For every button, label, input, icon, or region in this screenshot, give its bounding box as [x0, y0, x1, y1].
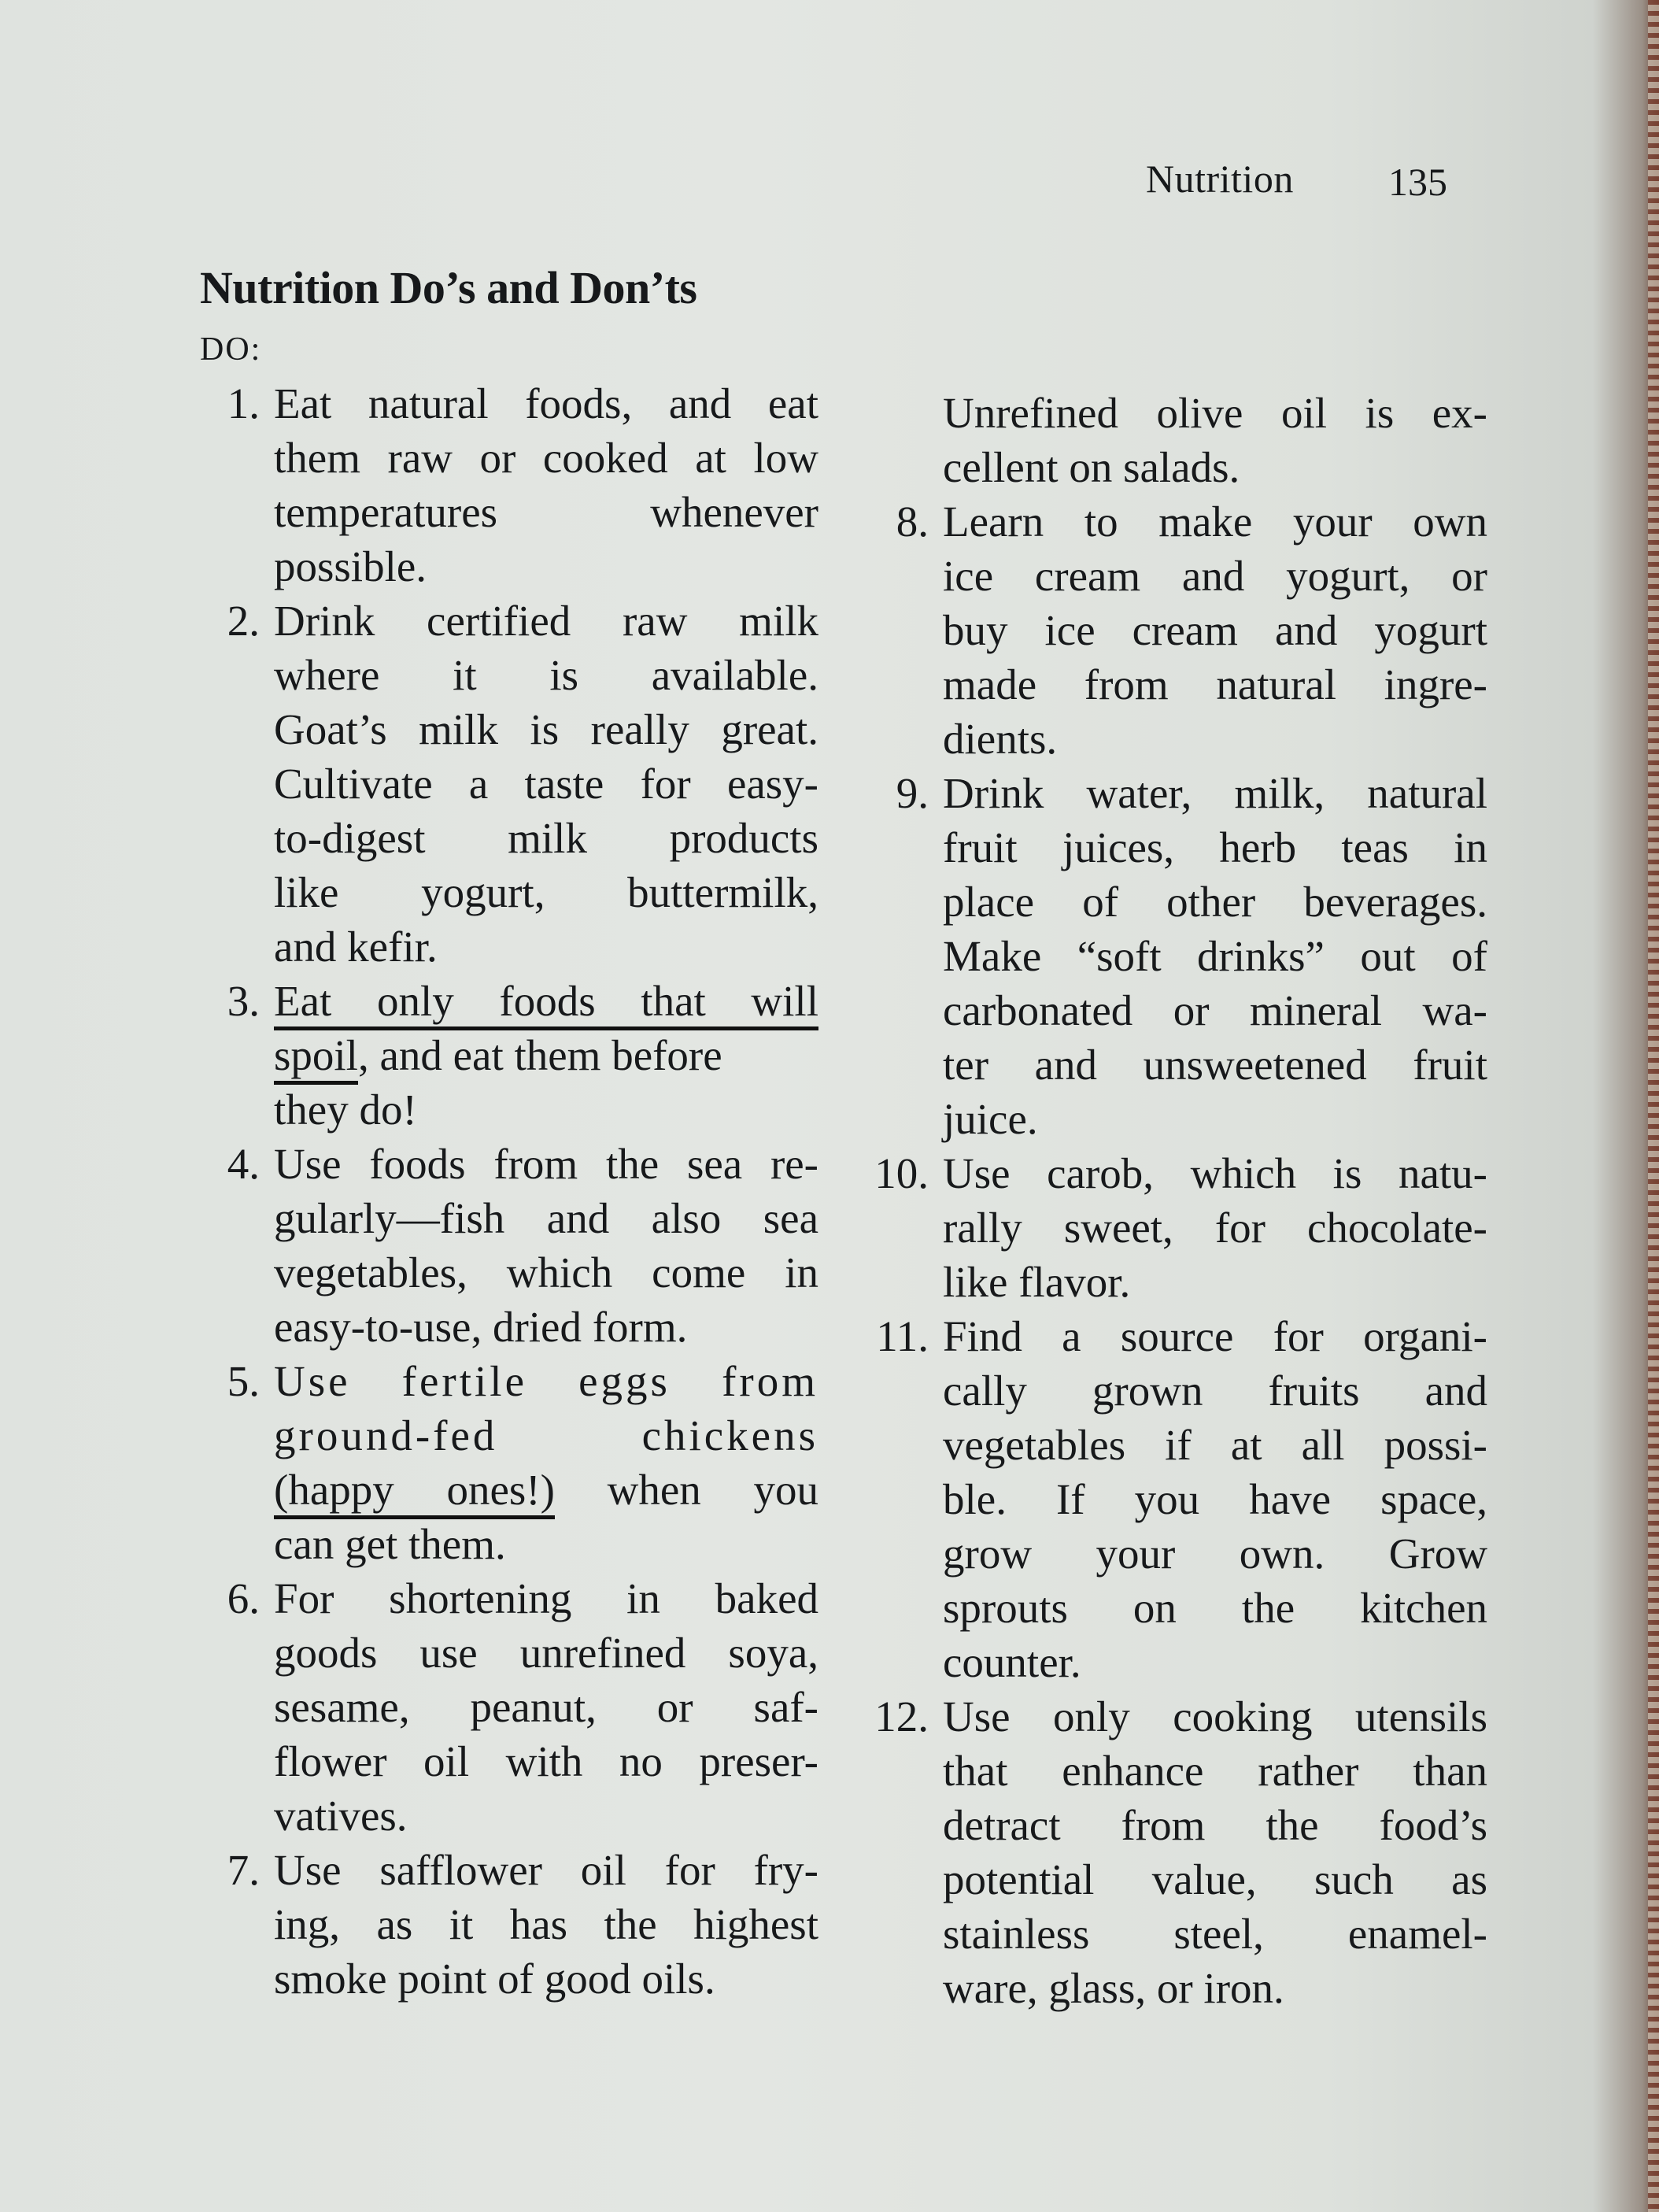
item-line: Use foods from the sea re- [274, 1140, 818, 1188]
item-line: carbonated or mineral wa- [943, 986, 1487, 1034]
item-line: like yogurt, buttermilk, [274, 868, 818, 916]
item-line: cally grown fruits and [943, 1367, 1487, 1415]
item-line: can get them. [274, 1520, 506, 1568]
item-line: Use only cooking utensils [943, 1692, 1487, 1740]
item-line: detract from the food’s [943, 1801, 1487, 1849]
left-column [189, 376, 818, 2006]
item-line: Drink certified raw milk [274, 597, 818, 645]
item-line: like flavor. [943, 1258, 1131, 1306]
item-number: 6. [227, 1574, 260, 1622]
item-line: easy-to-use, dried form. [274, 1303, 688, 1351]
list-item-2 [189, 594, 818, 974]
item-line: ble. If you have space, [943, 1475, 1487, 1523]
item-line: Goat’s milk is really great. [274, 705, 818, 753]
item-line: Drink water, milk, natural [943, 769, 1487, 817]
item-line: ing, as it has the highest [274, 1900, 818, 1948]
do-label: DO: [200, 331, 262, 368]
item-line-text: when you [554, 1466, 818, 1514]
item-number: 7. [227, 1846, 260, 1894]
item-line: Learn to make your own [943, 498, 1487, 546]
item-line: vegetables, which come in [274, 1248, 818, 1296]
right-column [858, 386, 1487, 2015]
item-line: potential value, such as [943, 1855, 1487, 1903]
item-line: stainless steel, enamel- [943, 1910, 1487, 1958]
list-item-12 [858, 1689, 1487, 2015]
list-item-6 [189, 1571, 818, 1843]
list-item-5 [189, 1354, 818, 1571]
handwritten-underline: Eat only foods that will [274, 977, 818, 1030]
page-edge [1648, 0, 1659, 2212]
item-line: rally sweet, for chocolate- [943, 1204, 1487, 1252]
item-line: where it is available. [274, 651, 818, 699]
item-line: Cultivate a taste for easy- [274, 760, 818, 808]
item-line: them raw or cooked at low [274, 434, 818, 482]
item-line: counter. [943, 1638, 1081, 1686]
item-line: Unrefined olive oil is ex- [943, 389, 1487, 437]
item-line [274, 974, 818, 1028]
item-line: Use safflower oil for fry- [274, 1846, 818, 1894]
item-number: 1. [227, 379, 260, 427]
item-line: juice. [943, 1095, 1038, 1143]
item-line: possible. [274, 542, 427, 590]
list-item-11 [858, 1309, 1487, 1689]
item-line: made from natural ingre- [943, 660, 1487, 708]
list-item-9 [858, 766, 1487, 1146]
item-line: ware, glass, or iron. [943, 1964, 1284, 2012]
item-line: to-digest milk products [274, 814, 818, 862]
list-item-1 [189, 376, 818, 594]
item-line: dients. [943, 715, 1058, 763]
item-number: 9. [896, 769, 929, 817]
item-number: 11. [876, 1312, 929, 1360]
item-line: cellent on salads. [943, 443, 1240, 491]
item-line [274, 1028, 818, 1082]
item-line: ground-fed chickens [274, 1411, 818, 1459]
item-line: Use fertile eggs from [274, 1357, 818, 1405]
item-number: 2. [227, 597, 260, 645]
item-number: 5. [227, 1357, 260, 1405]
item-line: gularly—fish and also sea [274, 1194, 818, 1242]
item-line [274, 1463, 818, 1517]
item-line: Make “soft drinks” out of [943, 932, 1487, 980]
item-line: sesame, peanut, or saf- [274, 1683, 818, 1731]
item-line-text: , and eat them before [357, 1031, 722, 1079]
item-line: and kefir. [274, 923, 438, 971]
list-item-3 [189, 974, 818, 1137]
page-number: 135 [1388, 160, 1447, 204]
section-title: Nutrition Do’s and Don’ts [200, 262, 697, 313]
item-line: goods use unrefined soya, [274, 1629, 818, 1677]
item-number: 12. [874, 1692, 929, 1740]
item-line: temperatures whenever [274, 488, 818, 536]
item-line: vatives. [274, 1792, 408, 1840]
item-number: 4. [227, 1140, 260, 1188]
item-line: they do! [274, 1086, 417, 1134]
item-number: 8. [896, 498, 929, 546]
item-line: vegetables if at all possi- [943, 1421, 1487, 1469]
item-line: flower oil with no preser- [274, 1737, 818, 1785]
item-line: Use carob, which is natu- [943, 1149, 1487, 1197]
item-line: For shortening in baked [274, 1574, 818, 1622]
item-line: sprouts on the kitchen [943, 1584, 1487, 1632]
item-number: 10. [874, 1149, 929, 1197]
item-line: fruit juices, herb teas in [943, 823, 1487, 871]
item-line: smoke point of good oils. [274, 1955, 715, 2003]
running-head: Nutrition [1146, 157, 1294, 201]
item-line: buy ice cream and yogurt [943, 606, 1487, 654]
item-line: ice cream and yogurt, or [943, 552, 1487, 600]
list-item-4 [189, 1137, 818, 1354]
list-item-8 [858, 494, 1487, 766]
item-line: grow your own. Grow [943, 1530, 1487, 1578]
list-item-7-continuation [858, 386, 1487, 494]
item-line: Find a source for organi- [943, 1312, 1487, 1360]
item-line: that enhance rather than [943, 1747, 1487, 1795]
list-item-10 [858, 1146, 1487, 1309]
handwritten-underline: (happy ones!) [274, 1466, 555, 1519]
item-number: 3. [227, 977, 260, 1025]
handwritten-underline: spoil [274, 1031, 358, 1085]
item-line: ter and unsweetened fruit [943, 1041, 1487, 1089]
list-item-7 [189, 1843, 818, 2006]
item-line: Eat natural foods, and eat [274, 379, 818, 427]
item-line: place of other beverages. [943, 878, 1487, 926]
